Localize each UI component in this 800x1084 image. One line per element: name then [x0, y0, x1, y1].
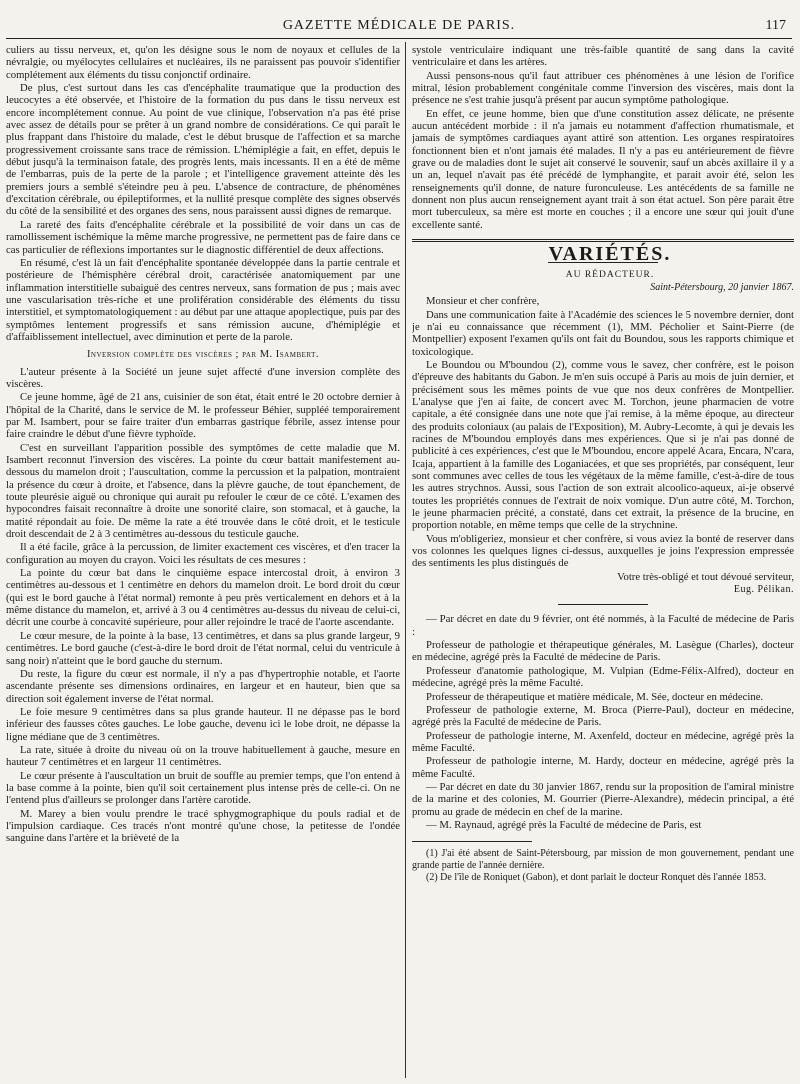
footnote: (1) J'ai été absent de Saint-Pétersbourg, par mission de mon gouvernement, pendant une grande partie de l'année dernière.: [412, 848, 794, 871]
paragraph: Professeur de thérapeutique et matière médicale, M. Sée, docteur en médecine.: [426, 690, 764, 703]
paragraph: systole ventriculaire indiquant une très-faible quantité de sang dans la cavité ventriculaire et dans les artères.: [412, 44, 794, 69]
paragraph: Dans une communication faite à l'Académie des sciences le 5 novembre dernier, dont je n'ai eu connaissance que récemment (1), MM. Pécholier et Saint-Pierre (de Montpellier) exposent l'examen qu'ils ont fait du Boundou, sous les rapports chimique et toxicologique.: [412, 308, 794, 358]
page-header: [6, 4, 792, 39]
footnote: (2) De l'île de Roniquet (Gabon), et dont parlait le docteur Ronquet dès l'année 1853.: [426, 872, 767, 884]
paragraph: En résumé, c'est là un fait d'encéphalite spontanée développée dans la partie centrale et postérieure de l'hémisphère cérébral droit, caractérisée anatomiquement par une inflammation interstitielle subaiguë des centres nerveux, sans formation de pus ; mais avec une vascularisation très-riche et une prolifération considérable des éléments du tissu interstitiel, et symptomatologiquement : au début par une attaque apoplectique, puis par des symptômes lentement progressifs et sans rémission aucune, d'hémiplégie et d'affaiblissement intellectuel, avec diminution et perte de la parole.: [6, 256, 400, 343]
paragraph: Le foie mesure 9 centimètres dans sa plus grande hauteur. Il ne dépasse pas le bord inférieur des fausses côtes gauches. Le lobe gauche, devenu ici le lobe droit, ne dépasse la ligne médiane que de 3 centimètres.: [6, 705, 400, 743]
paragraph: Professeur d'anatomie pathologique, M. Vulpian (Edme-Félix-Alfred), docteur en médecine, agrégé près la même Faculté.: [412, 664, 794, 690]
short-divider: [558, 604, 648, 605]
left-column: [6, 44, 400, 1078]
paragraph: culiers au tissu nerveux, et, qu'on les désigne sous le nom de noyaux et cellules de la névralgie, ou myélocytes cellulaires et nucléaires, ils ne paraissent pas pouvoir s'identifier complétement aux éléments du tissu conjonctif ordinaire.: [6, 44, 400, 81]
salutation: Monsieur et cher confrère,: [426, 295, 540, 308]
letter-heading: AU RÉDACTEUR.: [565, 269, 655, 280]
section-heading-text: Inversion complète des viscères ; par M. Isambert.: [86, 349, 320, 361]
paragraph: Ce jeune homme, âgé de 21 ans, cuisinier de son état, était entré le 20 octobre dernier à l'hôpital de la Charité, dans le service de M. le professeur Béhier, suppléé temporairement par M. Isambert, pour se faire traiter d'un embarras gastrique fébrile, assez intense pour faire craindre le début d'une fièvre typhoïde.: [6, 391, 400, 441]
paragraph: Professeur de pathologie et thérapeutique générales, M. Lasègue (Charles), docteur en médecine, agrégé près la Faculté de médecine de Paris.: [412, 639, 794, 664]
dateline: Saint-Pétersbourg, 20 janvier 1867.: [650, 281, 794, 293]
paragraph: Professeur de pathologie interne, M. Hardy, docteur en médecine, agrégé près la même Faculté.: [412, 755, 794, 780]
paragraph: La pointe du cœur bat dans le cinquième espace intercostal droit, à environ 3 centimètres au-dessous et 1 centimètre en dehors du mamelon droit. Le bord droit du cœur (qui est le bord gauche à l'état normal) remonte à peu près verticalement en dehors et à la même distance du mamelon, et, arrivé à 3 ou 4 centimètres au-dessus du niveau de celui-ci, décrit une courbe à concavité supérieure, pour aller rejoindre le tracé de l'aorte ascendante.: [6, 567, 400, 629]
right-column: [412, 44, 794, 1078]
paragraph: Le cœur présente à l'auscultation un bruit de souffle au premier temps, que l'on entend à la base comme à la pointe, bien qu'il soit certainement plus intense près de celle-ci. On ne l'entend plus d'ailleurs se prolonger dans l'artère carotide.: [6, 769, 400, 807]
column-divider: [405, 42, 406, 1078]
paragraph: Professeur de pathologie interne, M. Axenfeld, docteur en médecine, agrégé près la même Faculté.: [412, 729, 794, 754]
paragraph: Du reste, la figure du cœur est normale, il n'y a pas d'hypertrophie notable, et l'aorte ascendante présente ses dimensions ordinaires, en largeur et en hauteur, bien que sa direction soit également inverse de l'état normal.: [6, 667, 400, 705]
paragraph: Vous m'obligeriez, monsieur et cher confrère, si vous aviez la bonté de reserver dans vos colonnes les quelques lignes ci-dessus, auxquelles je joins l'expression empressée des sentiments les plus distingués de: [412, 532, 794, 570]
paragraph: M. Marey a bien voulu prendre le tracé sphygmographique du pouls radial et de l'impulsion cardiaque. Ces tracés n'ont montré qu'une chose, la petitesse de l'ondée sanguine dans l'artère et la brièveté de la: [6, 807, 400, 845]
paragraph: De plus, c'est surtout dans les cas d'encéphalite traumatique que la production des leucocytes a été observée, et l'histoire de la formation du pus dans le tissu nerveux est encore incomplétement connue. Au point de vue clinique, l'observation n'a pas été prise avec assez de détails pour se prêter à un grand nombre de considérations. Ce qui paraît le plus frappant dans l'histoire du malade, c'est le début brusque de l'affection et sa marche progressivement croissante sans trace de rémission. L'hémiplégie a fait, en effet, depuis le début jusqu'à la terminaison fatale, des progrès lents, mais incessants. Il en a été de même de l'embarras, puis de la perte de la parole ; et l'intelligence gravement atteinte dès les premiers jours a semblé s'éteindre peu à peu. L'absence de contracture, de phénomènes d'excitation cérébrale, ou épileptiformes, et la nullité presque complète des signes observés du côté de la sensibilité et des organes des sens, nous paraissent aussi dignes de remarque.: [6, 82, 400, 218]
paragraph: — Par décret en date du 9 février, ont été nommés, à la Faculté de médecine de Paris :: [412, 613, 794, 638]
signature: Eug. Pélikan.: [733, 584, 794, 596]
paragraph: Le cœur mesure, de la pointe à la base, 13 centimètres, et dans sa plus grande largeur, 9 centimètres. Le bord gauche (c'est-à-dire le bord droit de l'état normal, celui du ventricule à sang noir) n'atteint que le bord gauche du sternum.: [6, 629, 400, 667]
paragraph: Il a été facile, grâce à la percussion, de limiter exactement ces viscères, et d'en tracer la configuration au moyen du crayon. Voici les résultats de ces mesures :: [6, 541, 400, 566]
paragraph: La rareté des faits d'encéphalite cérébrale et la possibilité de voir dans un cas de ramollissement ischémique la même marche progressive, ne permettent pas de faire dans ce cas particulier de réflexions importantes sur le diagnostic différentiel de deux affections.: [6, 218, 400, 256]
paragraph: Le Boundou ou M'boundou (2), comme vous le savez, cher confrère, est le poison d'épreuve des habitants du Gabon. Je m'en suis occupé à Paris au mois de juin dernier, et précisément sous les mêmes points de vue que nos deux confrères de Montpellier. L'analyse que j'en ai faite, de concert avec M. Torchon, jeune pharmacien de votre capitale, a été consignée dans une note que j'ai remise, à la même époque, au directeur des produits coloniaux (au palais de l'Exposition), M. Aubry-Lecomte, à qui je devais les racines de M'boundou employés dans mes expériences. Que si je n'ai pas donné de publicité à ces expériences, c'est que le M'boundou, encore appelé Acara, Encara, N'cara, Icaja, appartient à la famille des Loganiacées, et que ses propriétés, par conséquent, leur sont communes avec celles de tous les végétaux de la même famille, c'est-à-dire de tous les autres strychnos. Aussi, sous l'action de son extrait alcoolico-aqueux, ai-je observé toutes les propriétés connues de l'extrait de noix vomique. D'un autre côté, M. Torchon, le jeune pharmacien précité, a constaté, dans cet extrait, la présence de la brucine, en proportion notable, en même temps que celle de la strychnine.: [412, 358, 794, 532]
signoff: Votre très-obligé et tout dévoué serviteur,: [617, 570, 794, 583]
paragraph: En effet, ce jeune homme, bien que d'une constitution assez délicate, ne présente aucun antécédent morbide : il n'a jamais eu notamment d'affection rhumatismale, et jamais de symptômes cardiaques ayant attiré son attention. Les organes respiratoires fonctionnent bien et n'ont jamais été malades. Il n'y a pas eu antérieurement de fièvre grave ou de maladies dont le sujet ait conservé le souvenir, sauf un abcès axillaire il y a un an, lequel n'avait pas été précédé de lymphangite, et parait avoir été, selon les renseignements qu'il donne, de nature furonculeuse. Les antécédents de sa famille ne donnent non plus aucun renseignement ayant trait à son état actuel. Son père parait être mort tuberculeux, sa mère est morte en couches ; il a encore une sœur qui jouit d'une excellente santé.: [412, 107, 794, 231]
varietes-title: VARIÉTÉS.: [548, 243, 672, 266]
section-heading: [6, 349, 400, 361]
section-divider: [412, 239, 794, 242]
paragraph: — M. Raynaud, agrégé près la Faculté de médecine de Paris, est: [426, 818, 702, 831]
paragraph: Professeur de pathologie externe, M. Broca (Pierre-Paul), docteur en médecine, agrégé près la Faculté de médecine de Paris.: [412, 703, 794, 729]
paragraph: C'est en surveillant l'apparition possible des symptômes de cette maladie que M. Isambert reconnut l'inversion des viscères. La pointe du cœur battait manifestement au-dessous du mamelon droit ; l'auscultation, comme la percussion et la palpation, montraient la présence du cœur à droite, et l'absence, dans la plèvre gauche, de tout épanchement, de toute pleurésie aiguë ou chronique qui aurait pu refouler le cœur de ce côté. L'examen des hypocondres faisait reconnaître à droite une sonorité claire, son stomacal, et à gauche, la matité répondait au foie. De même la rate a été trouvée dans le côté droit, et le testicule droit descendait de 2 à 3 centimètres au-dessous du testicule gauche.: [6, 441, 400, 541]
paragraph: La rate, située à droite du niveau où on la trouve habituellement à gauche, mesure en hauteur 7 centimètres et en largeur 11 centimètres.: [6, 743, 400, 769]
footnote-divider: [412, 841, 532, 842]
page-number: 117: [765, 18, 786, 33]
journal-title: GAZETTE MÉDICALE DE PARIS.: [282, 18, 516, 33]
paragraph: — Par décret en date du 30 janvier 1867, rendu sur la proposition de l'amiral ministre de la marine et des colonies, M. Gourrier (Pierre-Alexandre), médecin principal, a été promu au grade de médecin en chef de la marine.: [412, 780, 794, 818]
paragraph: L'auteur présente à la Société un jeune sujet affecté d'une inversion complète des viscères.: [6, 365, 400, 390]
paragraph: Aussi pensons-nous qu'il faut attribuer ces phénomènes à une lésion de l'orifice mitral, lésion probablement congénitale comme l'inversion des viscères, mais dont la présence ne s'est trahie jusqu'à présent par aucun symptôme pathologique.: [412, 69, 794, 107]
